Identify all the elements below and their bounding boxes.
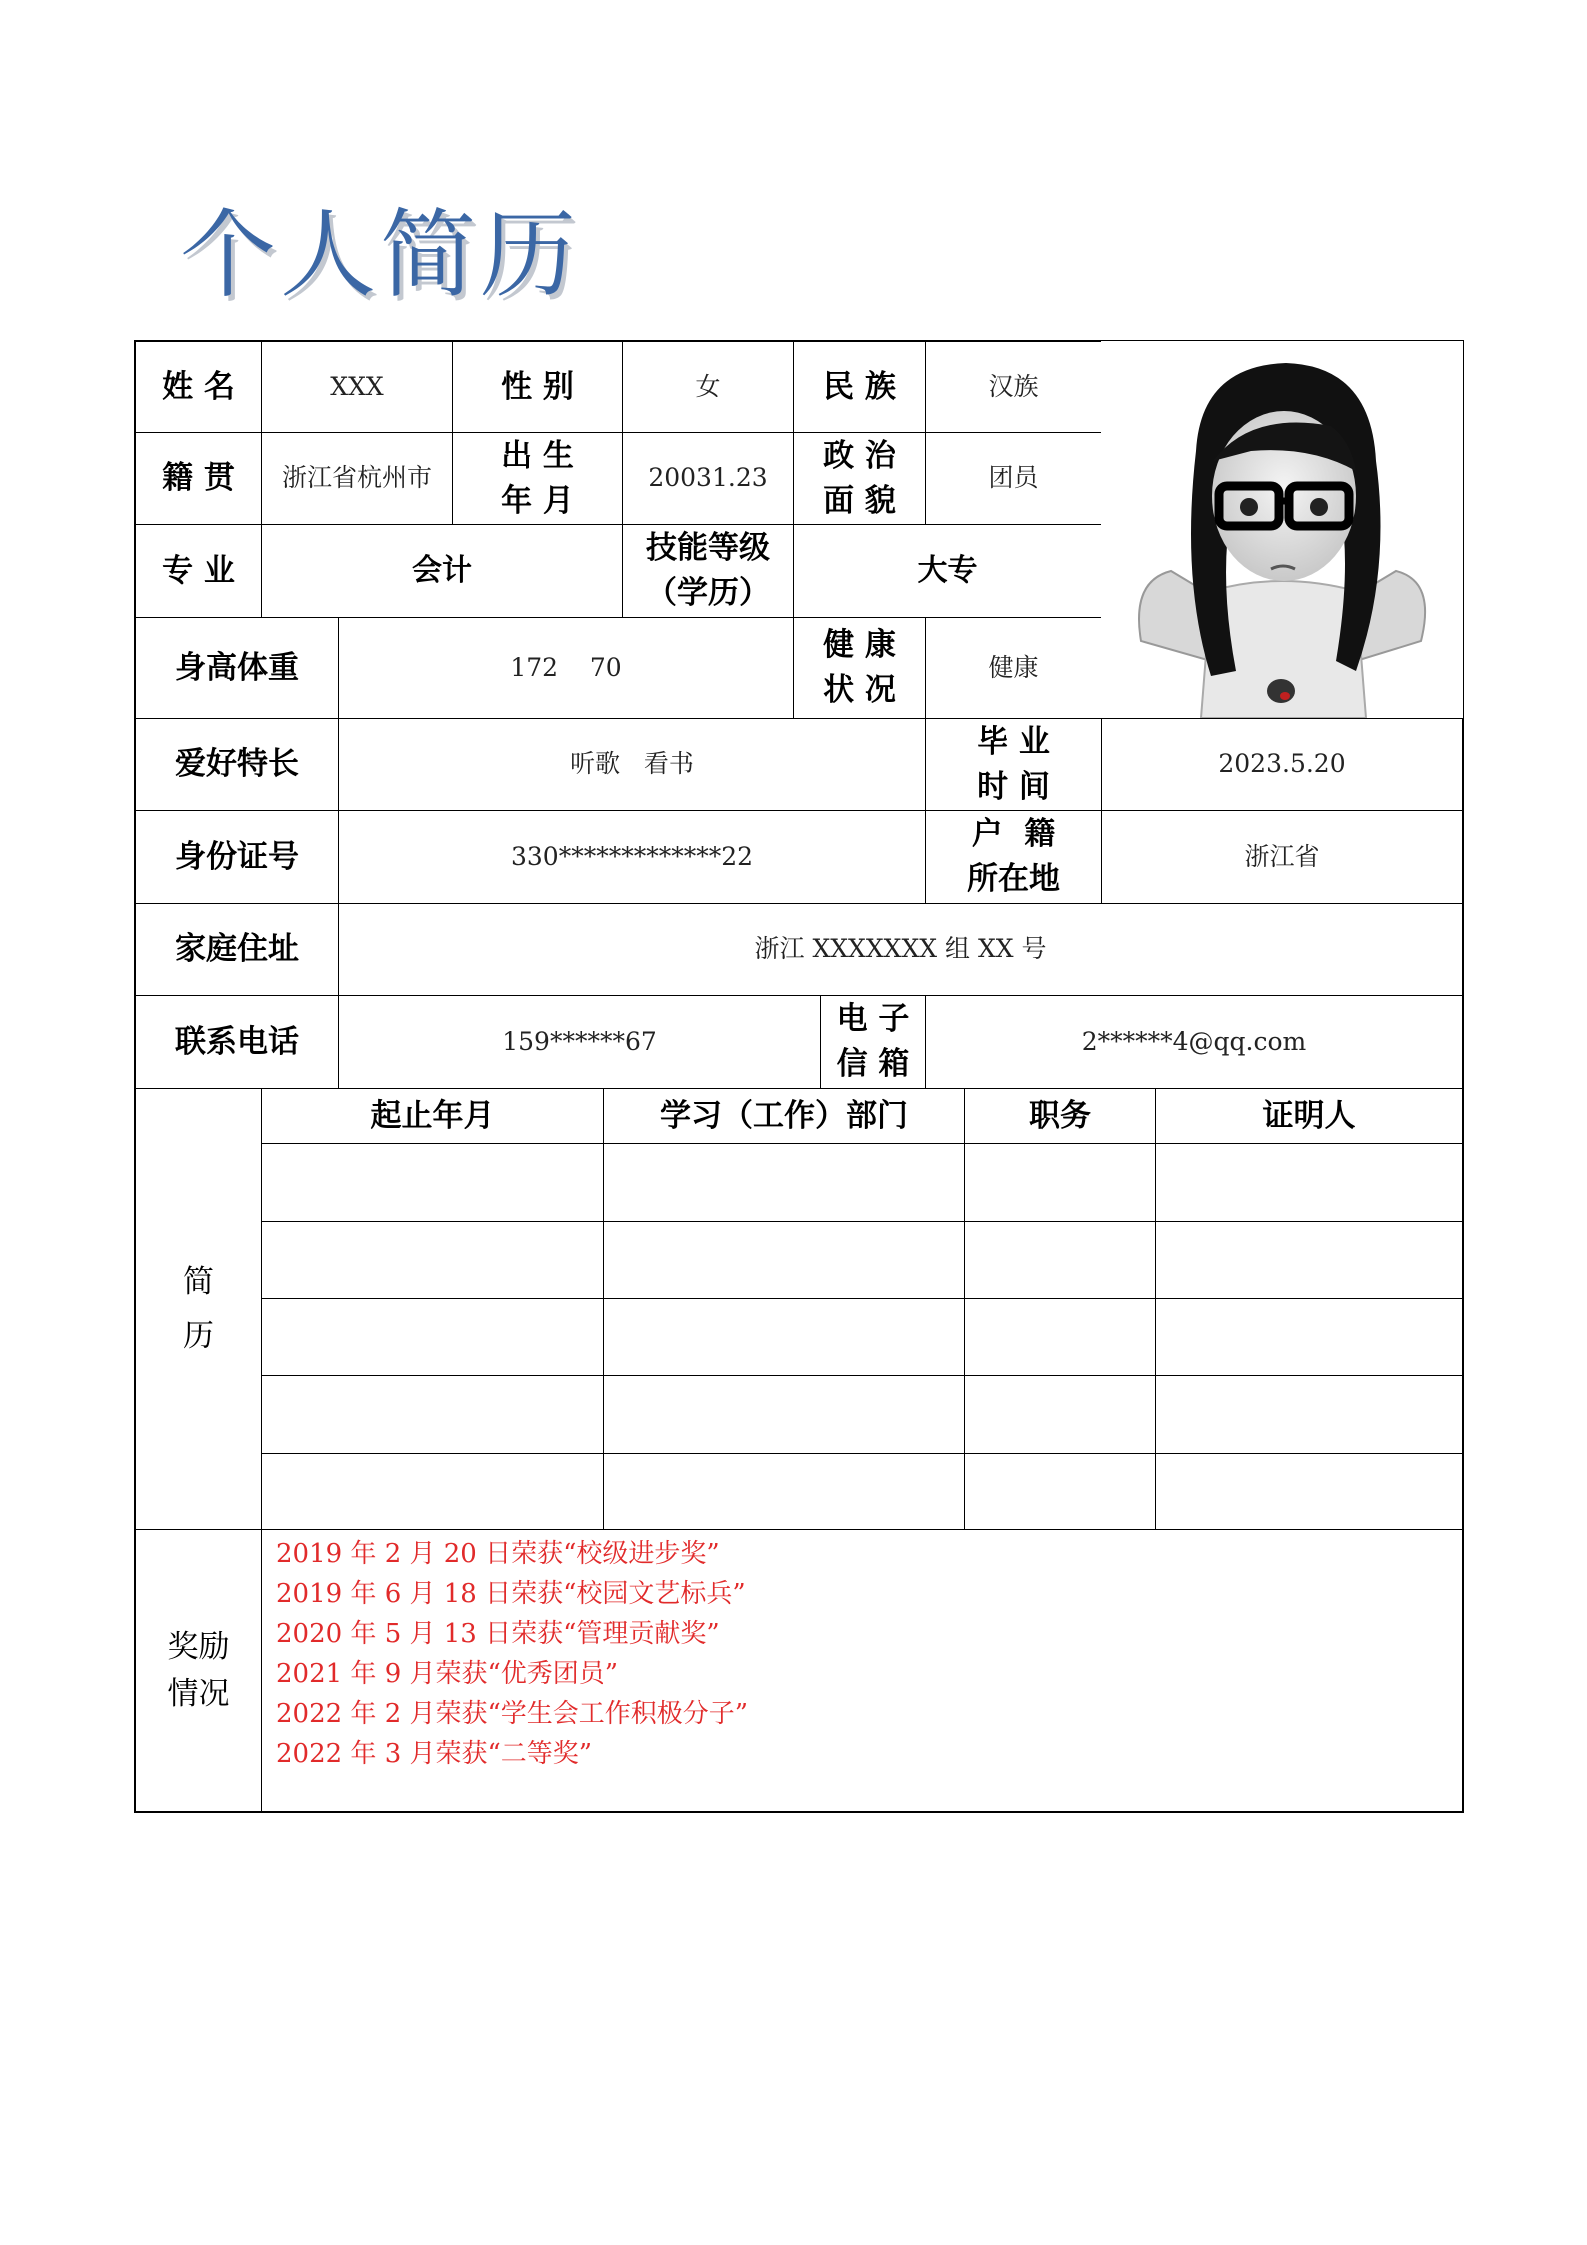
award-item: 2020 年 5 月 13 日荣获“管理贡献奖” xyxy=(276,1619,720,1649)
phone-label: 联系电话 xyxy=(175,1023,299,1060)
health-value: 健康 xyxy=(988,652,1039,682)
resume-cell xyxy=(262,1144,603,1221)
resume-cell xyxy=(604,1299,964,1375)
resume-cell xyxy=(604,1144,964,1221)
name-label: 姓 名 xyxy=(162,368,235,405)
resume-cell xyxy=(1156,1144,1462,1221)
ethnicity-label: 民 族 xyxy=(823,368,896,405)
resume-cell xyxy=(965,1222,1155,1298)
hobby-label: 爱好特长 xyxy=(175,746,299,783)
resume-cell xyxy=(604,1222,964,1298)
resume-header-department: 学习（工作）部门 xyxy=(660,1097,908,1134)
hukou-label-line1: 户 籍 xyxy=(971,816,1056,853)
resume-header-period: 起止年月 xyxy=(370,1097,495,1134)
birth-label-line1: 出 生 xyxy=(501,437,574,474)
graduation-label xyxy=(926,719,1101,810)
resume-cell xyxy=(965,1144,1155,1221)
award-item: 2021 年 9 月荣获“优秀团员” xyxy=(276,1659,619,1689)
email-label xyxy=(821,996,925,1088)
political-label-line2: 面 貌 xyxy=(823,482,896,519)
resume-header-position: 职务 xyxy=(1029,1097,1091,1134)
awards-label-line1: 奖励 xyxy=(167,1629,230,1665)
award-item: 2019 年 2 月 20 日荣获“校级进步奖” xyxy=(276,1539,720,1569)
awards-label-line2: 情况 xyxy=(167,1675,230,1712)
gender-label: 性 别 xyxy=(501,368,574,405)
graduation-label-line1: 毕 业 xyxy=(977,723,1050,760)
award-item: 2019 年 6 月 18 日荣获“校园文艺标兵” xyxy=(276,1579,746,1609)
resume-cell xyxy=(262,1299,603,1375)
graduation-label-line2: 时 间 xyxy=(977,768,1050,805)
political-value: 团员 xyxy=(988,463,1039,493)
political-label xyxy=(794,433,925,524)
resume-header-reference: 证明人 xyxy=(1262,1097,1356,1134)
gender-value: 女 xyxy=(695,371,721,401)
awards-list xyxy=(276,1534,1456,1774)
major-value: 会计 xyxy=(412,553,472,589)
email-value: 2******4@qq.com xyxy=(1081,1026,1307,1056)
resume-cell xyxy=(262,1454,603,1529)
address-value: 浙江 XXXXXXX 组 XX 号 xyxy=(754,934,1047,964)
hukou-value: 浙江省 xyxy=(1244,841,1320,871)
resume-cell xyxy=(604,1376,964,1453)
resume-cell xyxy=(1156,1454,1462,1529)
award-item: 2022 年 3 月荣获“二等奖” xyxy=(276,1739,593,1769)
cartoon-girl-with-glasses-portrait-icon xyxy=(1101,341,1463,718)
hobby-value: 听歌 看书 xyxy=(570,749,694,779)
id-value: 330*************22 xyxy=(510,841,754,871)
resume-cell xyxy=(1156,1299,1462,1375)
email-label-line1: 电 子 xyxy=(836,1001,910,1038)
award-item: 2022 年 2 月荣获“学生会工作积极分子” xyxy=(276,1699,749,1729)
resume-label-line2: 历 xyxy=(183,1318,214,1354)
major-label: 专 业 xyxy=(162,552,235,589)
origin-value: 浙江省杭州市 xyxy=(281,463,432,493)
birth-value: 20031.23 xyxy=(648,463,768,493)
skill-value: 大专 xyxy=(917,553,978,589)
page-title: 个人简历 xyxy=(180,199,580,311)
resume-cell xyxy=(965,1299,1155,1375)
resume-cell xyxy=(262,1376,603,1453)
birth-label xyxy=(453,433,622,524)
hukou-label xyxy=(926,811,1101,903)
health-label xyxy=(794,618,925,718)
birth-label-line2: 年 月 xyxy=(501,482,574,519)
health-label-line1: 健 康 xyxy=(823,627,896,664)
skill-label xyxy=(623,525,793,617)
address-label: 家庭住址 xyxy=(175,931,299,968)
health-label-line2: 状 况 xyxy=(823,672,896,708)
height-weight-value: 172 70 xyxy=(510,652,622,682)
skill-label-line1: 技能等级 xyxy=(646,530,770,567)
skill-label-line2: （学历） xyxy=(646,575,770,611)
resume-cell xyxy=(1156,1376,1462,1453)
resume-label-line1: 简 xyxy=(183,1263,214,1300)
height-weight-label: 身高体重 xyxy=(175,649,299,686)
phone-value: 159******67 xyxy=(502,1026,657,1056)
resume-section-label xyxy=(136,1089,261,1529)
rule xyxy=(134,1529,1464,1530)
email-label-line2: 信 箱 xyxy=(836,1046,910,1082)
name-value: XXX xyxy=(330,371,384,401)
graduation-value: 2023.5.20 xyxy=(1218,749,1346,779)
resume-cell xyxy=(965,1376,1155,1453)
hukou-label-line2: 所在地 xyxy=(967,861,1060,897)
resume-cell xyxy=(604,1454,964,1529)
table-border-bottom xyxy=(134,1811,1464,1813)
resume-cell xyxy=(965,1454,1155,1529)
id-label: 身份证号 xyxy=(175,838,299,875)
resume-cell xyxy=(1156,1222,1462,1298)
resume-cell xyxy=(262,1222,603,1298)
origin-label: 籍 贯 xyxy=(162,460,235,497)
awards-section-label xyxy=(136,1530,261,1811)
political-label-line1: 政 治 xyxy=(823,437,896,474)
ethnicity-value: 汉族 xyxy=(988,371,1039,401)
profile-photo xyxy=(1101,341,1463,718)
